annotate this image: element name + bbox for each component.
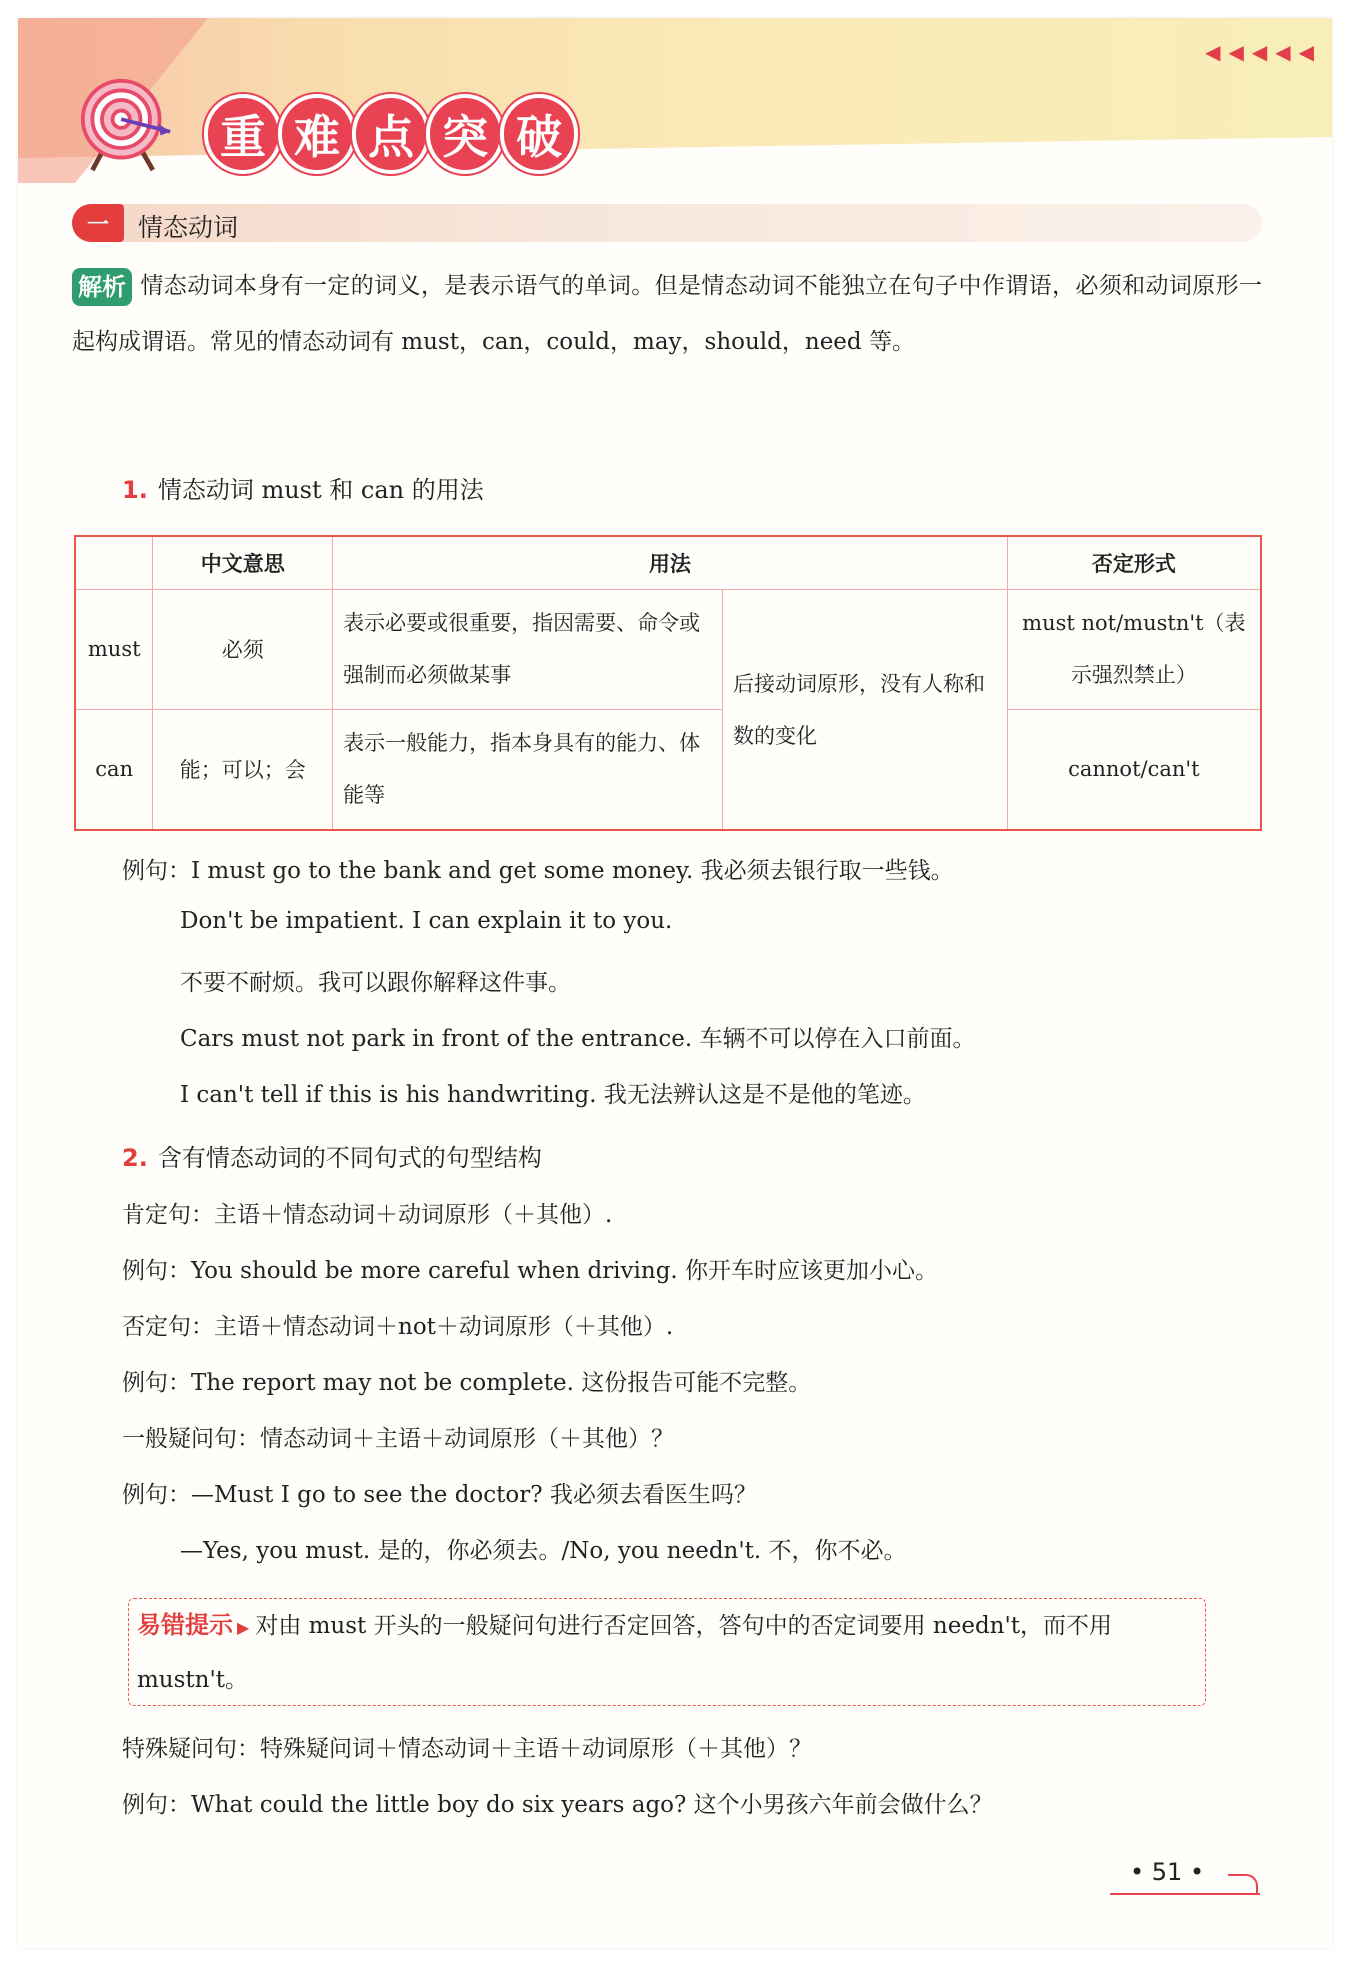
- section-number: 一: [72, 204, 124, 242]
- page-title: [208, 98, 574, 180]
- intro-paragraph: [72, 258, 1262, 370]
- table-cell-usage: 表示必要或很重要，指因需要、命令或强制而必须做某事: [333, 590, 723, 710]
- title-char: 破: [504, 98, 574, 170]
- structure-line: 例句：What could the little boy do six years ago? 这个小男孩六年前会做什么？: [122, 1792, 993, 1818]
- analysis-tag: 解析: [72, 268, 132, 306]
- table-cell-shared-usage: 后接动词原形，没有人称和数的变化: [722, 590, 1007, 831]
- table-cell-word: can: [75, 709, 153, 830]
- table-row: [75, 590, 1261, 710]
- subheading-number: 2.: [122, 1144, 148, 1172]
- play-arrow-icon: ▶: [237, 1618, 250, 1637]
- example-line: 不要不耐烦。我可以跟你解释这件事。: [180, 970, 571, 996]
- intro-text: 情态动词本身有一定的词义，是表示语气的单词。但是情态动词不能独立在句子中作谓语，必须和动词原形一起构成谓语。常见的情态动词有 must，can，could，may，should，need 等。: [72, 273, 1262, 355]
- subheading-number: 1.: [122, 476, 148, 504]
- page-number: • 51 •: [1130, 1858, 1205, 1886]
- example-line: I can't tell if this is his handwriting. 我无法辨认这是不是他的笔迹。: [180, 1082, 926, 1108]
- title-char: 难: [282, 98, 352, 170]
- table-row: [75, 709, 1261, 830]
- arrows-decoration: ◀◀◀◀◀: [1205, 40, 1322, 64]
- example-line: 例句：I must go to the bank and get some money. 我必须去银行取一些钱。: [122, 858, 954, 884]
- title-char: 重: [208, 98, 278, 170]
- table-header: 否定形式: [1007, 536, 1261, 590]
- structure-line: 特殊疑问句：特殊疑问词＋情态动词＋主语＋动词原形（＋其他）？: [122, 1736, 812, 1762]
- table-cell-negative: cannot/can't: [1007, 709, 1261, 830]
- structure-line: 一般疑问句：情态动词＋主语＋动词原形（＋其他）？: [122, 1426, 674, 1452]
- table-header-row: [75, 536, 1261, 590]
- structure-line: 例句：You should be more careful when driving. 你开车时应该更加小心。: [122, 1258, 939, 1284]
- tip-label: 易错提示: [137, 1611, 233, 1639]
- title-char: 突: [430, 98, 500, 170]
- page-number-hook: [1228, 1874, 1258, 1894]
- subheading-1: [122, 470, 484, 505]
- table-cell-meaning: 必须: [153, 590, 333, 710]
- structure-line: 肯定句：主语＋情态动词＋动词原形（＋其他）.: [122, 1202, 613, 1228]
- title-char: 点: [356, 98, 426, 170]
- subheading-title: 情态动词 must 和 can 的用法: [157, 476, 484, 504]
- structure-line: 例句：The report may not be complete. 这份报告可能不完整。: [122, 1370, 812, 1396]
- table-header: 用法: [333, 536, 1008, 590]
- section-header: [72, 204, 1262, 242]
- subheading-2: [122, 1138, 542, 1173]
- section-title: 情态动词: [138, 213, 239, 242]
- example-line: Cars must not park in front of the entrance. 车辆不可以停在入口前面。: [180, 1026, 976, 1052]
- table-cell-word: must: [75, 590, 153, 710]
- tip-text: 对由 must 开头的一般疑问句进行否定回答，答句中的否定词要用 needn't，而不用 mustn't。: [137, 1613, 1113, 1693]
- example-line: Don't be impatient. I can explain it to you.: [180, 908, 673, 934]
- table-cell-usage: 表示一般能力，指本身具有的能力、体能等: [333, 709, 723, 830]
- table-header: 中文意思: [153, 536, 333, 590]
- structure-line: 例句：—Must I go to see the doctor? 我必须去看医生吗？: [122, 1482, 757, 1508]
- target-icon: [78, 76, 174, 172]
- tip-box: [128, 1598, 1206, 1706]
- table-cell-meaning: 能；可以；会: [153, 709, 333, 830]
- subheading-title: 含有情态动词的不同句式的句型结构: [157, 1144, 542, 1172]
- table-cell-negative: must not/mustn't（表示强烈禁止）: [1007, 590, 1261, 710]
- structure-line: 否定句：主语＋情态动词＋not＋动词原形（＋其他）.: [122, 1314, 674, 1340]
- modal-verbs-table: [74, 535, 1262, 831]
- structure-line: —Yes, you must. 是的，你必须去。/No, you needn't. 不，你不必。: [180, 1538, 907, 1564]
- table-header: [75, 536, 153, 590]
